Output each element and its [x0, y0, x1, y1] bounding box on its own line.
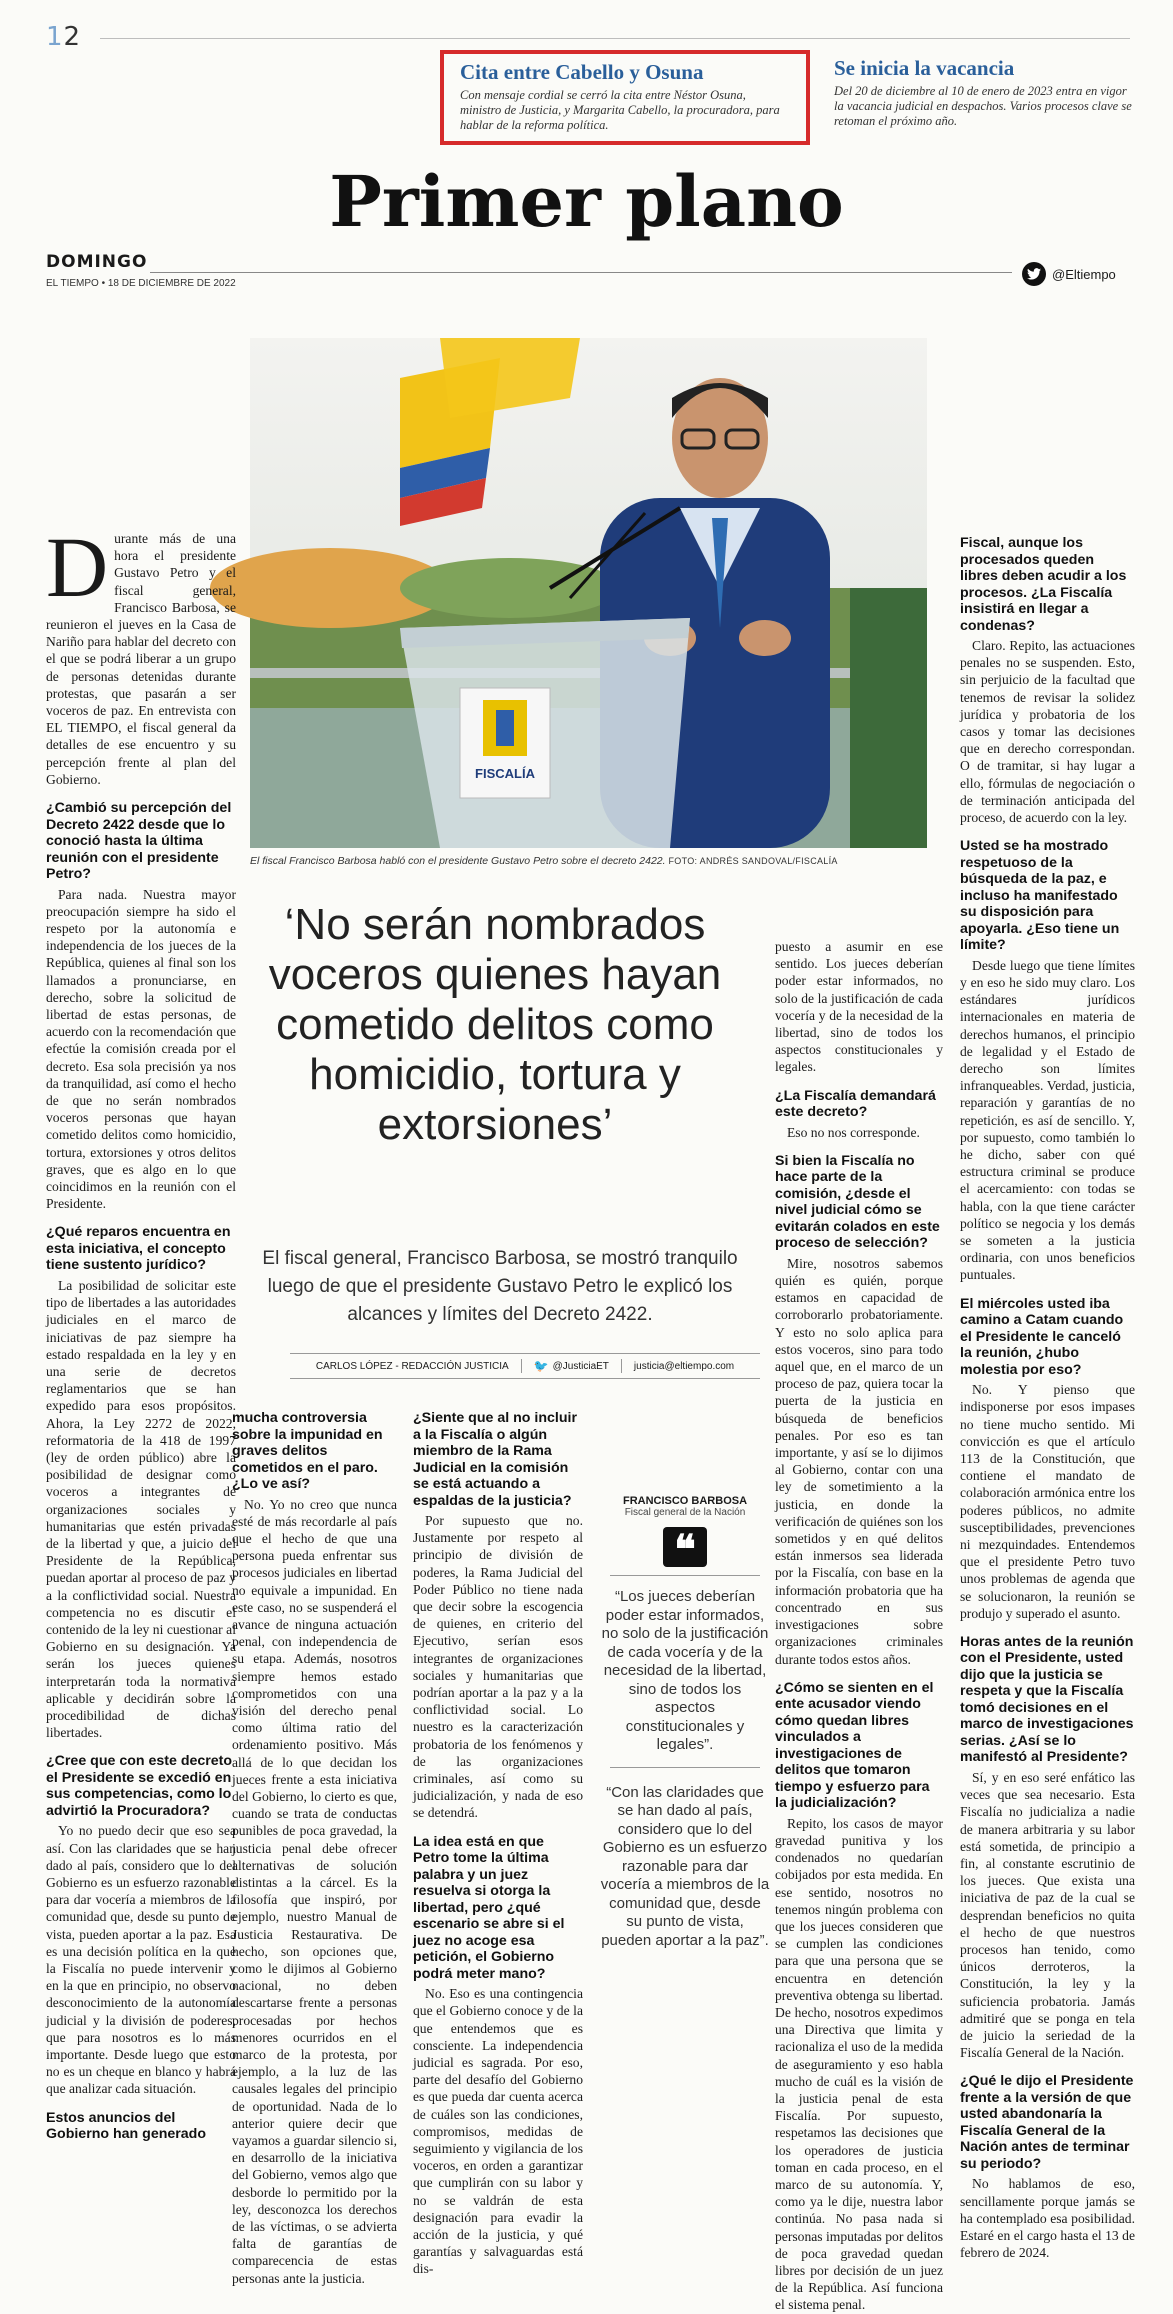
photo-caption: El fiscal Francisco Barbosa habló con el presidente Gustavo Petro sobre el decreto 2422. FOTO: ANDRÉS SANDOVAL/FISCALÍA — [250, 855, 838, 867]
deck: El fiscal general, Francisco Barbosa, se mostró tranquilo luego de que el presidente Gustavo Petro le explicó los alcances y límites del Decreto 2422. — [262, 1248, 738, 1325]
header-rule — [150, 272, 1012, 273]
byline — [290, 1353, 760, 1379]
article-column-2 — [232, 1410, 397, 2287]
teaser-cabello-osuna[interactable] — [440, 50, 810, 145]
top-rule — [100, 38, 1130, 39]
answer: Para nada. Nuestra mayor preocupación siempre ha sido el respeto por la autonomía e independencia de los jueces de la República, quienes al final son los llamados a pronunciarse, en derecho, sobre la solicitud de libertad de estas personas, de acuerdo con la recomendación que efectúe la comisión creada por el decreto. Esa sola precisión ya nos da tranquilidad, así como el hecho de que no serán nombrados voceros personas que hayan cometido delitos como homicidio, tortura, extorsiones y otros delitos graves, que es algo en lo que coincidimos en la reunión con el Presidente. — [46, 886, 236, 1212]
teaser-vacancia[interactable] — [818, 50, 1148, 145]
article-column-1 — [46, 519, 236, 2146]
answer: Yo no puedo decir que eso sea así. Con las claridades que se han dado al país, considero que lo del Gobierno es un esfuerzo razonable para dar vocería a miembros de la comunidad que, desde su punto de vista, pueden aportar a la paz. Esa es una decisión política en la que la Fiscalía no puede intervenir y en la que en principio, no observo desconocimiento de la autonomía judicial y la división de poderes, que para nosotros es lo más importante. Desde luego que esto no es un cheque en blanco y habrá que analizar cada situación. — [46, 1823, 236, 2097]
answer: No. Eso es una contingencia que el Gobierno conoce y de la que entendemos que es consciente. La independencia judicial es sagrada. Por eso, parte del desafío del Gobierno es que pueda dar cuenta acerca de cuáles son las condiciones, compromisos, medidas de seguimiento y vigilancia de los voceros, en orden a garantizar que cumplirán con su labor y no se valdrán de esta designación para evadir la acción de la justicia, y qué garantías y salvaguardas está dis- — [413, 1986, 583, 2277]
answer: No. Yo no creo que nunca esté de más recordarle al país que el hecho de que una persona pueda enfrentar sus procesos judiciales en libertad no equivale a impunidad. En este caso, no se suspenderá el avance de ninguna actuación penal, con independencia de su etapa. Además, nosotros siempre hemos estado comprometidos con una visión del derecho penal como última ratio del ordenamiento positivo. Más allá de lo que decidan los jueces frente a esta iniciativa del Gobierno, lo cierto es que, cuando se trata de conductas punibles de poca gravedad, la justicia penal debe ofrecer alternativas de solución distintas a la cárcel. Es la filosofía que inspiró, por ejemplo, nuestro Manual de Justicia Restaurativa. De hecho, son opciones que, como le dijimos al Gobierno nacional, no deben descartarse frente a personas procesadas por hechos menores ocurridos en el marco de la protesta, por ejemplo, a la luz de las causales legales del principio de oportunidad. Nada de lo anterior quiere decir que vayamos a guardar silencio si, en desarrollo de la iniciativa del Gobierno, vemos algo que desborde lo permitido por la ley, desconozca los derechos de las víctimas, o se advierta falta de garantías de comparecencia de estas personas ante la justicia. — [232, 1496, 397, 2286]
question: mucha controversia sobre la impunidad en graves delitos cometidos en el paro. ¿Lo ve así? — [232, 1410, 383, 1492]
intro-paragraph: Durante más de una hora el presidente Gustavo Petro y el fiscal general, Francisco Barbosa, se reunieron el jueves en la Casa de Nariño para hablar del decreto con el que se podrá liberar a un grupo de personas detenidas durante protestas, que pasarán a ser voceros de paz. En entrevista con EL TIEMPO, el fiscal general da detalles de ese encuentro y su percepción frente al plan del Gobierno. — [46, 519, 236, 787]
question: ¿Siente que al no incluir a la Fiscalía o algún miembro de la Rama Judicial en la comisión se está actuando a espaldas de la justicia? — [413, 1410, 577, 1509]
answer: Mire, nosotros sabemos quién es quién, porque estamos en capacidad de corroborarlo probatoriamente. Y esto no solo aplica para estos voceros, sino para todo aquel que, en el marco de un proceso de paz, quiera tocar la puerta de la justicia en búsqueda de beneficios penales. Por eso es tan importante, y así se lo dijimos al Gobierno, contar con una ley de sometimiento a la justicia, en donde la verificación de quiénes son los sometidos y en qué delitos están inmersos sea liderada por la Fiscalía, con base en la información probatoria que ha concentrado en sus investigaciones sobre organizaciones criminales durante todos estos años. — [775, 1255, 943, 1667]
twitter-icon — [1022, 262, 1046, 286]
author: CARLOS LÓPEZ - REDACCIÓN JUSTICIA — [315, 1360, 509, 1372]
question: Fiscal, aunque los procesados queden libres deben acudir a los procesos. ¿La Fiscalía insistirá en llegar a condenas? — [960, 535, 1127, 634]
pullquote-divider — [610, 1575, 760, 1576]
podium-label: FISCALÍA — [475, 766, 535, 781]
question: ¿Cómo se sienten en el ente acusador viendo cómo quedan libres vinculados a investigaciones de delitos que tomaron tiempo y esfuerzo para la judicialización? — [775, 1679, 934, 1812]
teaser-title: Cita entre Cabello y Osuna — [460, 60, 704, 84]
main-photo — [250, 338, 927, 848]
article-column-5 — [960, 535, 1135, 2261]
section-title: Primer plano — [329, 160, 844, 243]
question: ¿Cree que con este decreto el Presidente se excedió en sus competencias, como lo advirtió la Procuradora? — [46, 1753, 233, 1819]
answer: puesto a asumir en ese sentido. Los jueces deberían poder estar informados, no solo de la justificación de cada vocería y de la necesidad de la libertad, sino de todos los aspectos constitucionales y legales. — [775, 939, 943, 1075]
pullquote-divider — [610, 1767, 760, 1768]
pullquote-text-1: “Los jueces deberían poder estar informados, no solo de la justificación de cada vocería y de la necesidad de la libertad, sino de todos los aspectos constitucionales y legales”. — [601, 1588, 769, 1753]
teaser-text: Del 20 de diciembre al 10 de enero de 2023 entra en vigor la vacancia judicial en despachos. Varios procesos clave se retoman el próximo año. — [834, 84, 1132, 128]
teaser-text: Con mensaje cordial se cerró la cita entre Néstor Osuna, ministro de Justicia, y Margarita Cabello, la procuradora, para hablar de la reforma política. — [460, 88, 780, 132]
question: Estos anuncios del Gobierno han generado — [46, 2109, 207, 2143]
byline-separator — [521, 1359, 522, 1373]
question: ¿La Fiscalía demandará este decreto? — [775, 1087, 936, 1121]
article-column-4 — [775, 938, 943, 2314]
twitter-icon: 🐦 — [533, 1359, 549, 1373]
answer: Sí, y en eso seré enfático las veces que sea necesario. Esta Fiscalía no judicializa a nadie de manera arbitraria y su labor está sometida, de principio a fin, al constante escrutinio de los jueces. Que exista una iniciativa de paz de la cual se desprendan beneficios no quita el hecho de que nuestros procesos han tenido, como únicos derroteros, la Constitución, la ley y la suficiencia probatoria. Jamás admitiré que se ponga en tela de juicio la seriedad de la Fiscalía General de la Nación. — [960, 1769, 1135, 2061]
dateline: EL TIEMPO • 18 DE DICIEMBRE DE 2022 — [46, 278, 236, 289]
question: El miércoles usted iba camino a Catam cuando el Presidente le canceló la reunión, ¿hubo molestia por eso? — [960, 1295, 1124, 1378]
question: La idea está en que Petro tome la última palabra y un juez resuelva si otorga la libertad, pero ¿qué escenario se abre si el juez no acoge esa petición, el Gobierno podrá meter mano? — [413, 1833, 565, 1982]
teaser-title: Se inicia la vacancia — [834, 56, 1015, 80]
answer: Claro. Repito, las actuaciones penales no se suspenden. Esto, sin perjuicio de la facultad que tenemos de revisar la solidez jurídica y probatoria de los casos y tomar las decisiones que en derecho correspondan. O de tramitar, si hay lugar a ello, fórmulas de negociación o de terminación anticipada del proceso, de acuerdo con la ley. — [960, 638, 1135, 826]
answer: No hablamos de eso, sencillamente porque jamás se ha contemplado esa posibilidad. Estaré en el cargo hasta el 13 de febrero de 2024. — [960, 2176, 1135, 2261]
byline-separator — [621, 1359, 622, 1373]
answer: No. Y pienso que indisponerse por esos impases no tiene mucho sentido. Mi convicción es que el artículo 113 de la Constitución, que contiene el mandato de colaboración armónica entre los poderes públicos, no admite susceptibilidades, prevenciones ni mezquindades. Entendemos que el presidente Petro tuvo unos problemas de agenda que se solucionaron, la reunión se produjo y superado el asunto. — [960, 1382, 1135, 1621]
question: Si bien la Fiscalía no hace parte de la comisión, ¿desde el nivel judicial cómo se evitarán colados en este proceso de selección? — [775, 1152, 940, 1252]
twitter-handle[interactable]: @Eltiempo — [1022, 262, 1116, 286]
question: Usted se ha mostrado respetuoso de la búsqueda de la paz, e incluso ha manifestado su disposición para apoyarla. ¿Eso tiene un límite? — [960, 838, 1120, 954]
pullquote-role: Fiscal general de la Nación — [624, 1507, 746, 1518]
question: ¿Qué le dijo el Presidente frente a la versión de que usted abandonaría la Fiscalía General de la Nación antes de terminar su periodo? — [960, 2073, 1134, 2172]
answer: Por supuesto que no. Justamente por respeto al principio de división de poderes, la Rama Judicial del Poder Público no tiene nada que decir sobre la escogencia de quienes, en criterio del Ejecutivo, serían esos integrantes de organizaciones sociales y humanitarias que podrían aportar a la paz y a la conflictividad social. Lo nuestro es la caracterización probatoria de los fenómenos y de las organizaciones criminales, así como su judicialización, y nada de eso se detendrá. — [413, 1513, 583, 1821]
question: Horas antes de la reunión con el Presidente, usted dijo que la justicia se respeta y que la Fiscalía tomó decisiones en el marco de investigaciones serias. ¿Así se lo manifestó al Presidente? — [960, 1633, 1134, 1766]
pullquote-text-2: “Con las claridades que se han dado al país, considero que lo del Gobierno es un esfuerzo razonable para dar vocería a miembros de la comunidad que, desde su punto de vista, pueden aportar a la paz”. — [600, 1783, 770, 1949]
byline-twitter[interactable]: 🐦 @JusticiaET — [533, 1359, 609, 1373]
pullquote-box — [600, 1495, 770, 1950]
photo-illustration — [250, 338, 927, 848]
quote-mark-icon: ❝ — [663, 1527, 707, 1567]
pullquote-name: FRANCISCO BARBOSA — [622, 1495, 748, 1507]
byline-email[interactable]: justicia@eltiempo.com — [633, 1360, 735, 1372]
headline: ‘No serán nombrados voceros quienes hayan cometido delitos como homicidio, tortura y extorsiones’ — [268, 900, 722, 1149]
answer: Eso no nos corresponde. — [787, 1124, 920, 1140]
photo-credit: FOTO: ANDRÉS SANDOVAL/FISCALÍA — [668, 856, 838, 866]
section-day: DOMINGO — [46, 252, 148, 272]
answer: Desde luego que tiene límites y en eso he sido muy claro. Los estándares jurídicos internacionales en materia de derechos humanos, el principio de legalidad y el Estado de derecho son límites infranqueables. Verdad, justicia, reparación y garantías de no repetición, es así de sencillo. Y, por supuesto, como también lo he dicho, saber con qué estructura criminal se produce el acercamiento: con todas se habla, con la que tiene carácter político se negocia y los demás se someten a la justicia ordinaria, con unos beneficios puntuales. — [960, 957, 1135, 1283]
question: ¿Qué reparos encuentra en esta iniciativa, el concepto tiene sustento jurídico? — [46, 1224, 231, 1274]
answer: La posibilidad de solicitar este tipo de libertades a las autoridades judiciales en el marco de iniciativas de paz siempre ha estado respaldada en la ley y en una serie de decretos reglamentarios que se han expedido para esos propósitos. Ahora, la Ley 2272 de 2022, reformatoria de la 418 de 1997 (ley de orden público) abre la posibilidad de designar como voceros a integrantes de organizaciones sociales y humanitarias que estén privadas de la libertad y que, a juicio del Presidente de la República, puedan aportar al proceso de paz y a la conflictividad social. Nuestra competencia no es discutir el contenido de la ley ni cuestionar al Gobierno en su designación. Ya serán los jueces quienes interpretarán toda la normativa aplicable y decidirán sobre la procedibilidad de dichas libertades. — [46, 1277, 236, 1741]
dropcap: D — [46, 519, 109, 615]
question: ¿Cambió su percepción del Decreto 2422 desde que lo conoció hasta la última reunión con el presidente Petro? — [46, 800, 232, 883]
page-number: 12 — [46, 22, 82, 52]
answer: Repito, los casos de mayor gravedad punitiva y los condenados no quedarían cobijados por esta medida. En ese sentido, nosotros no tenemos ningún problema con que los jueces consideren que se cumplen las condiciones para que una persona que se encuentra en detención preventiva obtenga su libertad. De hecho, nosotros expedimos una Directiva que limita y racionaliza el uso de la medida de aseguramiento y eso habla mucho de cuál es la visión de la justicia penal de esta Fiscalía. Por supuesto, respetamos las decisiones que los operadores de justicia toman en cada proceso, en el marco de su autonomía. Y, como ya le dije, nuestra labor continúa. No pasa nada si personas imputadas por delitos de poca gravedad quedan libres por decisión de un juez de la República. Así funciona el sistema penal. — [775, 1815, 944, 2313]
article-column-3 — [413, 1410, 583, 2278]
